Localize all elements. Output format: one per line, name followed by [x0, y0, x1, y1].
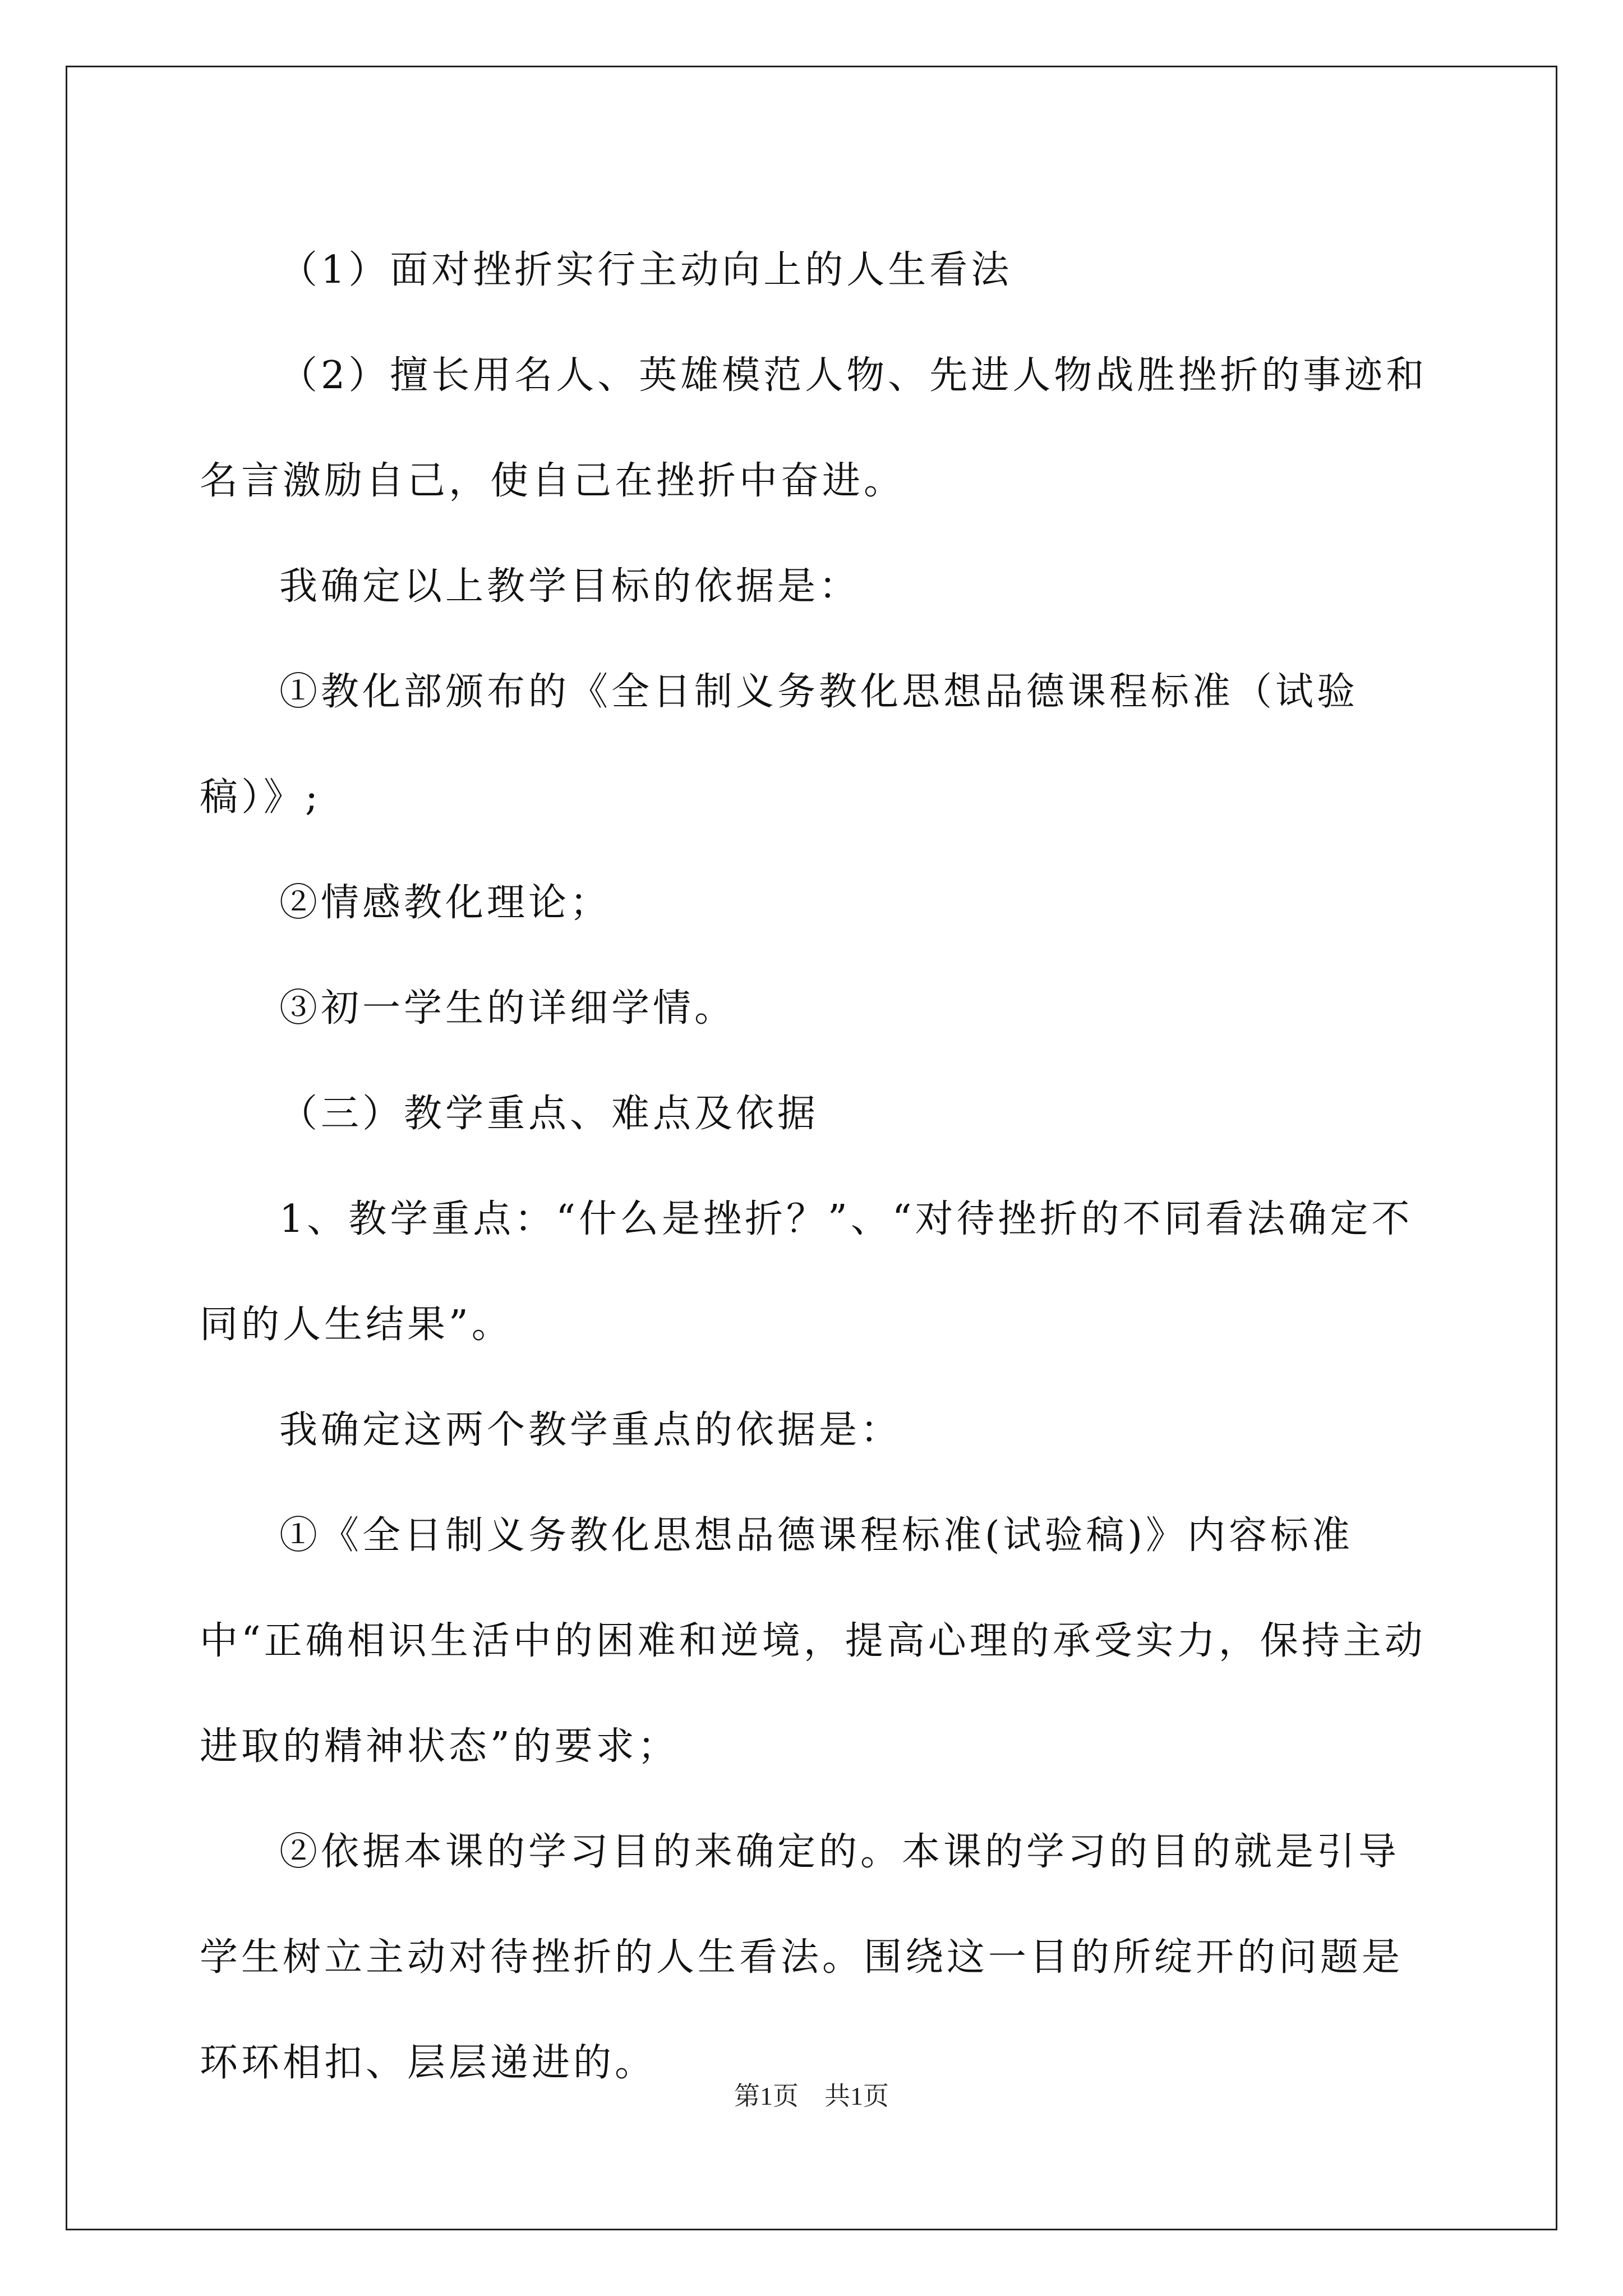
paragraph-key-points: 1、教学重点：“什么是挫折？”、“对待挫折的不同看法确定不同的人生结果”。: [200, 1197, 1413, 1347]
paragraph-basis-2: ②情感教化理论；: [279, 881, 612, 925]
section-heading: （三）教学重点、难点及依据: [279, 1092, 819, 1136]
paragraph-goal-2: （2）擅长用名人、英雄模范人物、先进人物战胜挫折的事迹和名言激励自己，使自己在挫折中奋进。: [200, 353, 1428, 503]
paragraph-basis-3: ③初一学生的详细学情。: [279, 986, 736, 1030]
paragraph-key-basis-intro: 我确定这两个教学重点的依据是：: [279, 1408, 902, 1452]
paragraph-basis-1: ①教化部颁布的《全日制义务教化思想品德课程标准（试验稿）》;: [200, 670, 1359, 820]
paragraph-basis-intro: 我确定以上教学目标的依据是：: [279, 564, 861, 609]
paragraph-key-basis-1: ①《全日制义务教化思想品德课程标准(试验稿)》内容标准中“正确相识生活中的困难和逆境，提高心理的承受实力，保持主动进取的精神状态”的要求；: [200, 1513, 1426, 1769]
page-footer: 第1页 共1页: [734, 2082, 889, 2110]
document-body: [200, 218, 1431, 2116]
paragraph-goal-1: （1）面对挫折实行主动向上的人生看法: [279, 248, 1013, 292]
paragraph-key-basis-2: ②依据本课的学习目的来确定的。本课的学习的目的就是引导学生树立主动对待挫折的人生看法。围绕这一目的所绽开的问题是环环相扣、层层递进的。: [200, 1830, 1404, 2085]
